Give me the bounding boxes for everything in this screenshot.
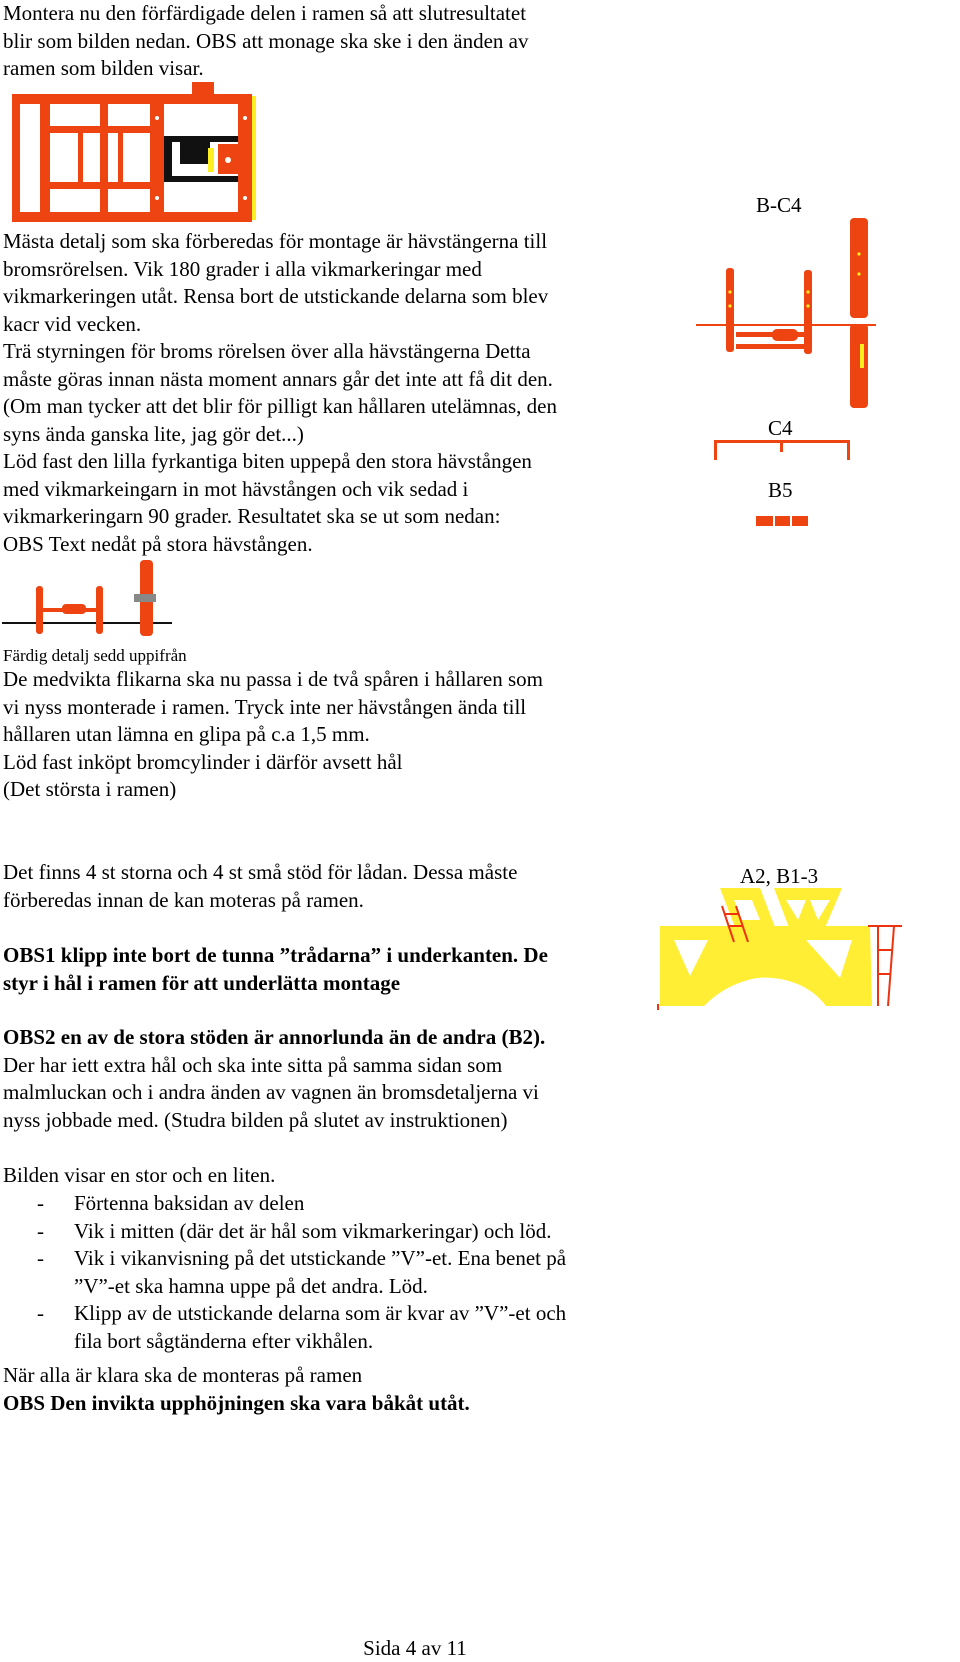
- part-b5-figure: [756, 516, 810, 528]
- text-line: styr i hål i ramen för att underlätta montage: [3, 970, 401, 995]
- part-c4-figure: [714, 440, 854, 462]
- text-line: Trä styrningen för broms rörelsen över alla hävstängerna Detta: [3, 339, 531, 363]
- part-label-a2-b1-3: A2, B1-3: [740, 864, 819, 888]
- text-line: måste göras innan nästa moment annars går det inte att få dit den.: [3, 366, 553, 391]
- brake-lever-instructions: [3, 228, 557, 558]
- tabs-instructions: [3, 666, 543, 804]
- list-item: [3, 1190, 566, 1218]
- text-line: vi nyss monterade i ramen. Tryck inte ner hävstången ända till: [3, 694, 527, 719]
- list-item: [3, 1300, 566, 1355]
- list-item: [3, 1218, 566, 1246]
- text-line: OBS1 klipp inte bort de tunna ”trådarna” i underkanten. De: [3, 943, 548, 967]
- text-line: med vikmarkeingarn in mot hävstången och vik sedad i: [3, 476, 469, 501]
- text-line: Löd fast inköpt bromcylinder i därför avsett hål: [3, 749, 403, 774]
- text-line: Förtenna baksidan av delen: [74, 1191, 305, 1215]
- text-line: Det finns 4 st storna och 4 st små stöd för lådan. Dessa måste: [3, 860, 518, 884]
- text-line: Der har iett extra hål och ska inte sitta på samma sidan som: [3, 1052, 503, 1077]
- list-item: [3, 1245, 566, 1300]
- box-supports-figure: [656, 886, 906, 1010]
- part-label-b5: B5: [768, 478, 793, 502]
- text-line: fila bort sågtänderna efter vikhålen.: [74, 1328, 374, 1353]
- text-line: Klipp av de utstickande delarna som är kvar av ”V”-et och: [74, 1301, 567, 1325]
- list-dash: -: [37, 1191, 44, 1215]
- obs1-note: [3, 942, 548, 997]
- text-line: nyss jobbade med. (Studra bilden på slutet av instruktionen): [3, 1107, 508, 1132]
- obs2-note: [3, 1024, 545, 1134]
- list-dash: -: [37, 1218, 44, 1243]
- text-line: bromsrörelsen. Vik 180 grader i alla vikmarkeringar med: [3, 256, 482, 281]
- text-line: Vik i mitten (där det är hål som vikmarkeringar) och löd.: [74, 1218, 552, 1243]
- text-line: kacr vid vecken.: [3, 311, 142, 336]
- intro-paragraph: [3, 0, 528, 83]
- text-line: förberedas innan de kan moteras på ramen.: [3, 887, 364, 912]
- text-line: syns ända ganska lite, jag gör det...): [3, 421, 304, 446]
- text-line: OBS2 en av de stora stöden är annorlunda än de andra (B2).: [3, 1025, 546, 1049]
- text-line: Vik i vikanvisning på det utstickande ”V”-et. Ena benet på: [74, 1246, 567, 1270]
- text-line: hållaren utan lämna en glipa på c.a 1,5 mm.: [3, 722, 370, 746]
- list-dash: -: [37, 1246, 44, 1270]
- steps-list: [3, 1190, 566, 1355]
- text-line: ”V”-et ska hamna uppe på det andra. Löd.: [74, 1273, 428, 1298]
- finished-detail-figure: [0, 558, 175, 638]
- picture-intro: Bilden visar en stor och en liten.: [3, 1163, 276, 1187]
- text-line: malmluckan och i andra änden av vagnen än bromsdetaljerna vi: [3, 1080, 539, 1104]
- page-number: Sida 4 av 11: [363, 1636, 467, 1660]
- part-label-bc4: B-C4: [756, 193, 802, 217]
- text-line: Mästa detalj som ska förberedas för montage är hävstängerna till: [3, 229, 548, 253]
- text-line: (Det största i ramen): [3, 777, 177, 801]
- brake-levers-figure: [692, 214, 882, 414]
- mount-text: När alla är klara ska de monteras på ramen: [3, 1363, 363, 1387]
- text-line: ramen som bilden visar.: [3, 56, 204, 80]
- text-line: Montera nu den förfärdigade delen i ramen så att slutresultatet: [3, 1, 527, 25]
- list-dash: -: [37, 1301, 44, 1325]
- text-line: OBS Text nedåt på stora hävstången.: [3, 531, 313, 556]
- frame-assembly-figure: [12, 78, 262, 224]
- figure-caption: Färdig detalj sedd uppifrån: [3, 646, 187, 665]
- text-line: (Om man tycker att det blir för pilligt kan hållaren utelämnas, den: [3, 394, 557, 418]
- text-line: blir som bilden nedan. OBS att monage ska ske i den änden av: [3, 28, 529, 53]
- text-line: De medvikta flikarna ska nu passa i de två spåren i hållaren som: [3, 667, 543, 691]
- text-line: Löd fast den lilla fyrkantiga biten uppepå den stora hävstången: [3, 449, 532, 473]
- text-line: vikmarkeringen utåt. Rensa bort de utstickande delarna som blev: [3, 284, 549, 308]
- part-label-c4: C4: [768, 416, 793, 440]
- supports-intro: [3, 859, 517, 914]
- final-note: OBS Den invikta upphöjningen ska vara båkåt utåt.: [3, 1391, 470, 1415]
- text-line: vikmarkeringarn 90 grader. Resultatet ska se ut som nedan:: [3, 504, 501, 528]
